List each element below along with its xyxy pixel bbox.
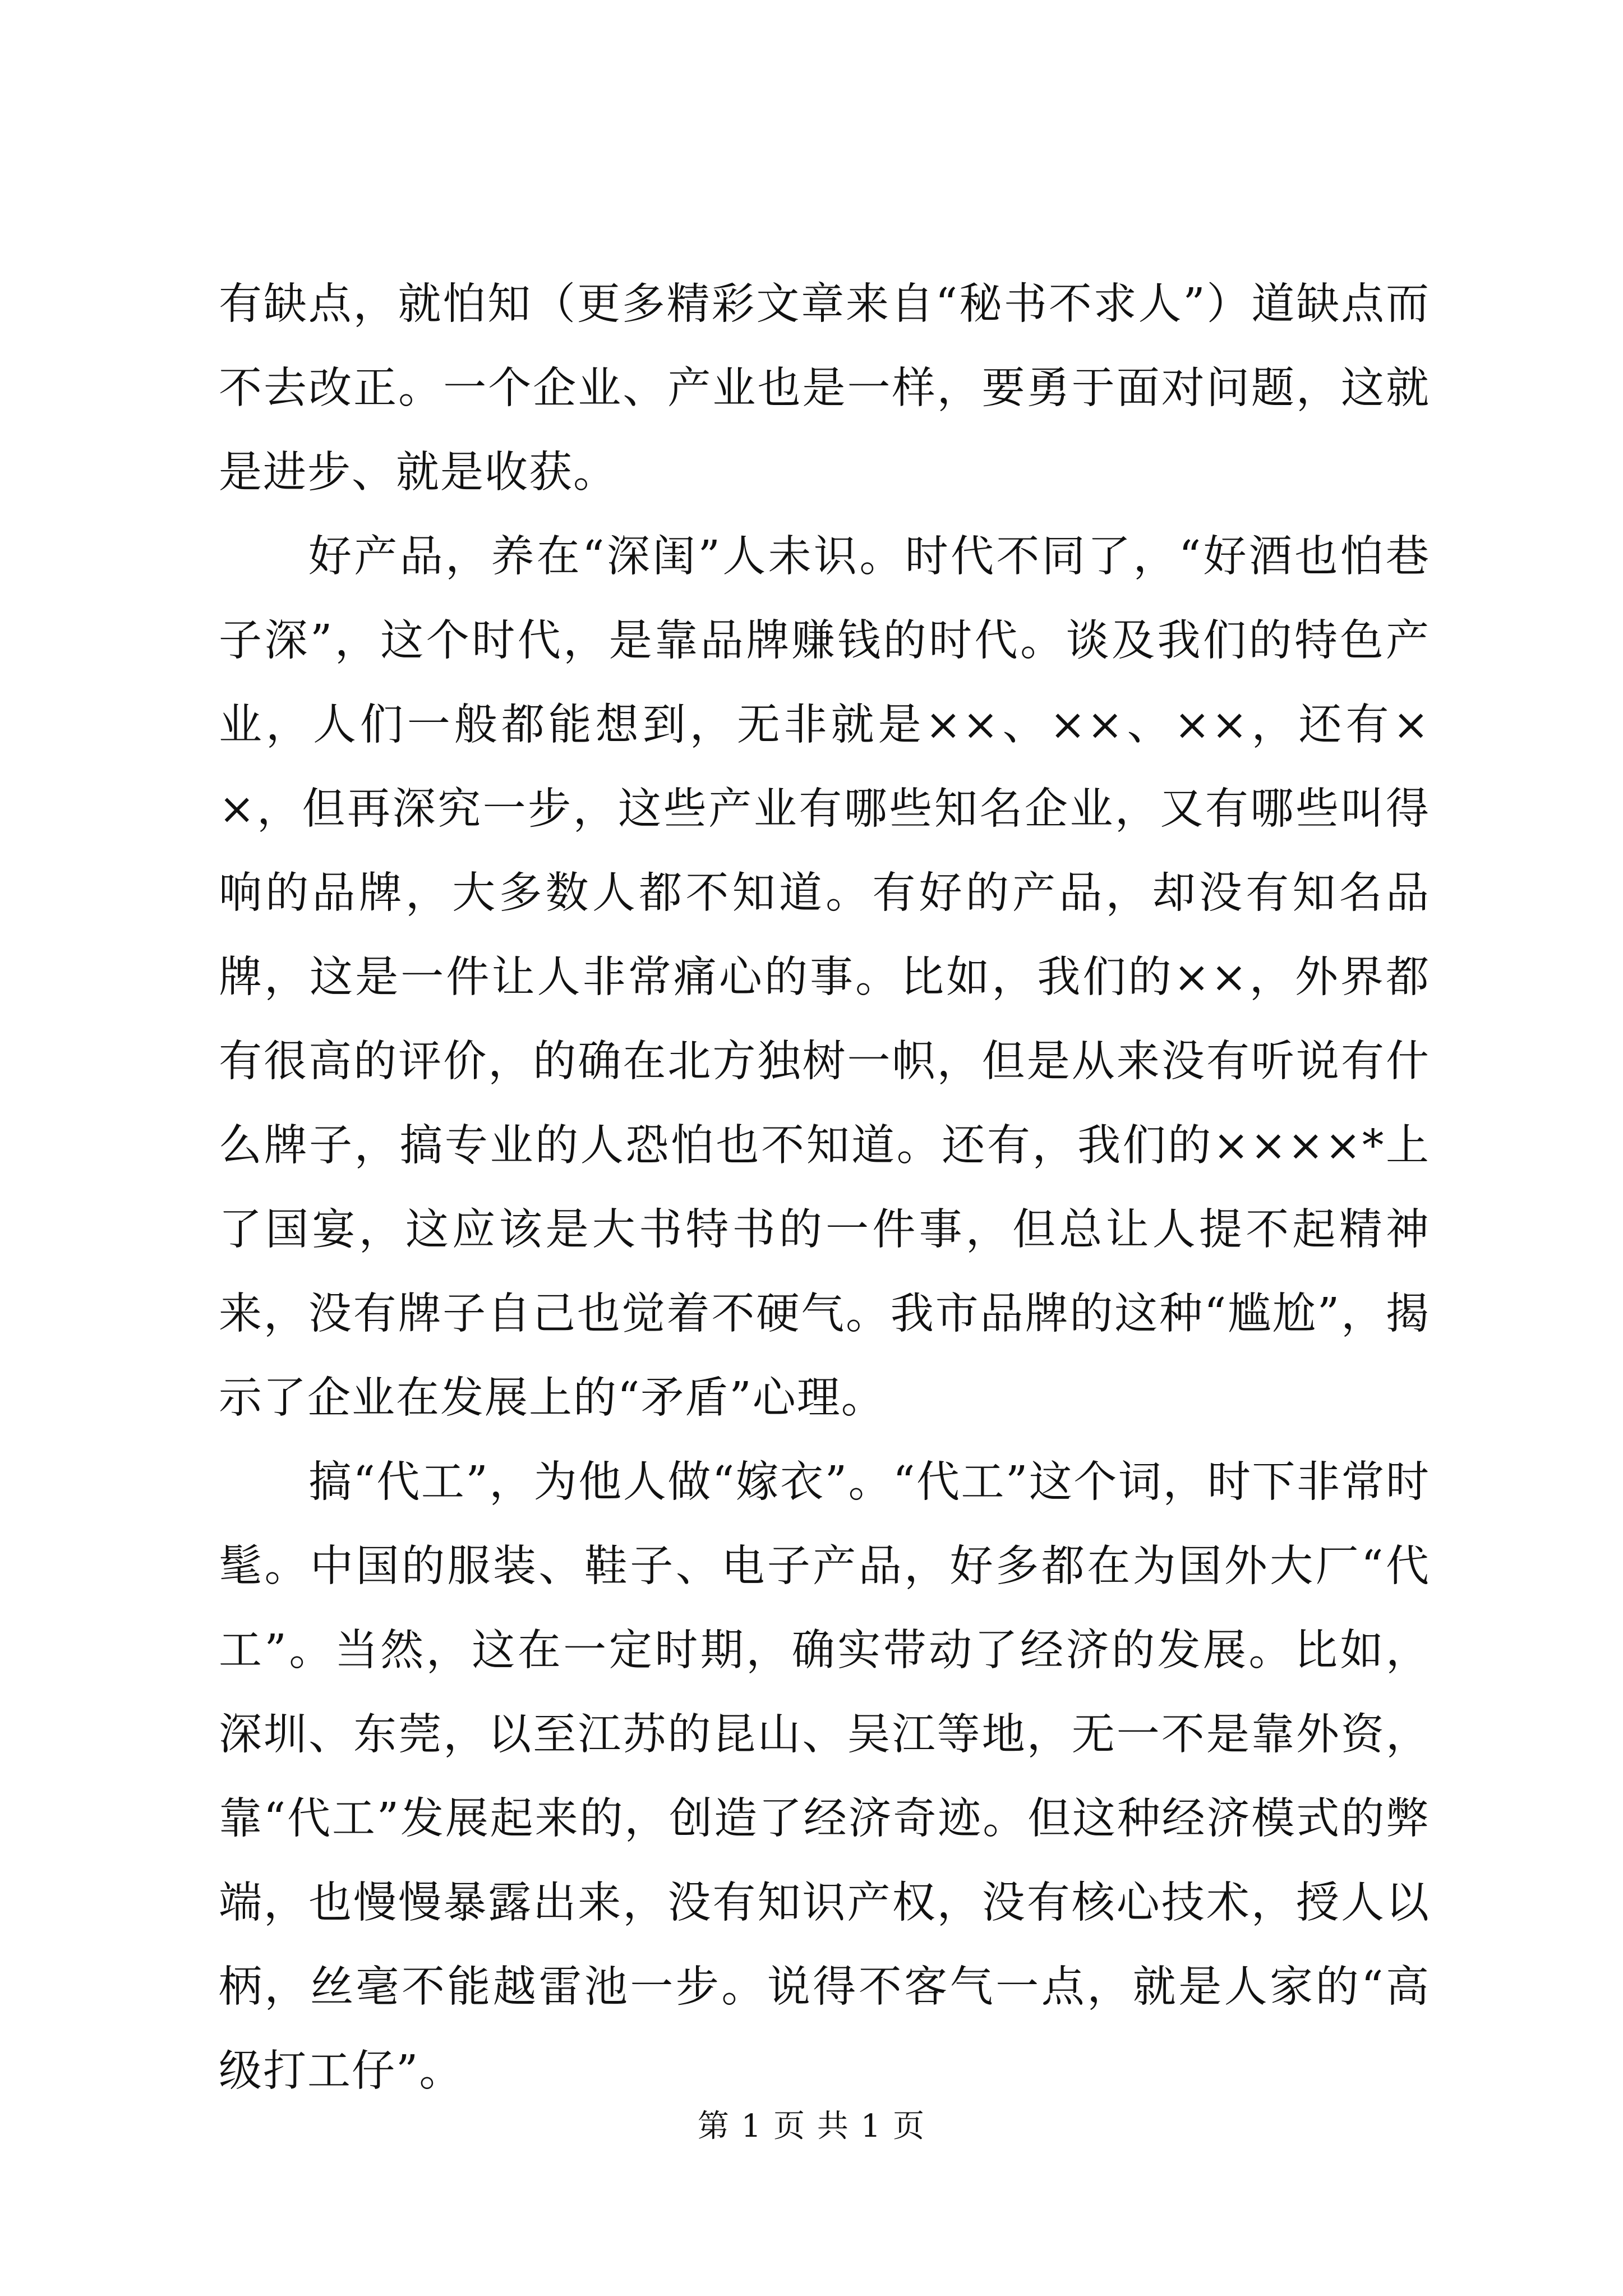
page-number-label: 第 1 页 共 1 页: [697, 2108, 926, 2145]
document-body: [219, 263, 1430, 2114]
paragraph-3: 搞“代工”，为他人做“嫁衣”。“代工”这个词，时下非常时髦。中国的服装、鞋子、电子产品，好多都在为国外大厂“代工”。当然，这在一定时期，确实带动了经济的发展。比如，深圳、东莞，以至江苏的昆山、吴江等地，无一不是靠外资，靠“代工”发展起来的，创造了经济奇迹。但这种经济模式的弊端，也慢慢暴露出来，没有知识产权，没有核心技术，授人以柄，丝毫不能越雷池一步。说得不客气一点，就是人家的“高级打工仔”。: [219, 1457, 1430, 2096]
paragraph-1: 有缺点，就怕知（更多精彩文章来自“秘书不求人”）道缺点而不去改正。一个企业、产业也是一样，要勇于面对问题，这就是进步、就是收获。: [219, 279, 1430, 498]
page-footer: [0, 2107, 1623, 2146]
paragraph-2: 好产品，养在“深闺”人未识。时代不同了，“好酒也怕巷子深”，这个时代，是靠品牌赚钱的时代。谈及我们的特色产业，人们一般都能想到，无非就是××、××、××，还有××，但再深究一步，这些产业有哪些知名企业，又有哪些叫得响的品牌，大多数人都不知道。有好的产品，却没有知名品牌，这是一件让人非常痛心的事。比如，我们的××，外界都有很高的评价，的确在北方独树一帜，但是从来没有听说有什么牌子，搞专业的人恐怕也不知道。还有，我们的××××*上了国宴，这应该是大书特书的一件事，但总让人提不起精神来，没有牌子自己也觉着不硬气。我市品牌的这种“尴尬”，揭示了企业在发展上的“矛盾”心理。: [219, 532, 1430, 1423]
